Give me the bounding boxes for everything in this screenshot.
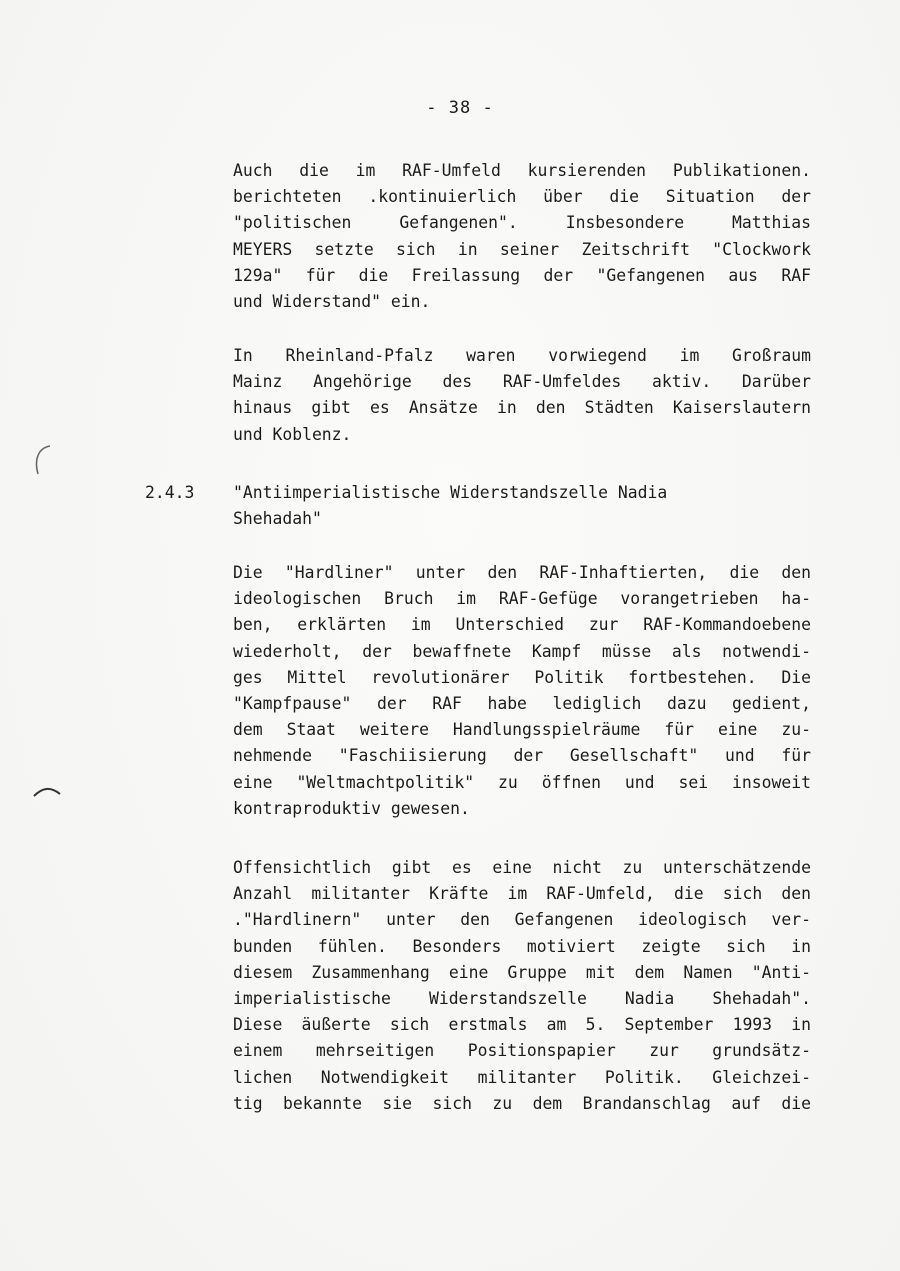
text-line: Die "Hardliner" unter den RAF-Inhaftierten, die den xyxy=(233,563,811,582)
text-line: ideologischen Bruch im RAF-Gefüge vorangetrieben ha- xyxy=(233,589,811,609)
punch-hole-mark-icon xyxy=(30,782,66,806)
text-line: Auch die im RAF-Umfeld kursierenden Publikationen. xyxy=(233,161,811,180)
text-line: und Koblenz. xyxy=(233,424,352,444)
text-line: diesem Zusammenhang eine Gruppe mit dem Namen "Anti- xyxy=(233,962,811,982)
text-line: dem Staat weitere Handlungsspielräume für eine zu- xyxy=(233,720,811,740)
text-line: berichteten .kontinuierlich über die Situation der xyxy=(233,187,811,207)
text-line: und Widerstand" ein. xyxy=(233,292,431,312)
text-line: In Rheinland-Pfalz waren vorwiegend im Großraum xyxy=(233,346,811,365)
text-line: Diese äußerte sich erstmals am 5. September 1993 in xyxy=(233,1015,811,1035)
text-line: 129a" für die Freilassung der "Gefangenen aus RAF xyxy=(233,265,811,285)
paragraph-publications xyxy=(233,158,811,315)
section-number: 2.4.3 xyxy=(145,483,195,502)
text-line: Anzahl militanter Kräfte im RAF-Umfeld, die sich den xyxy=(233,884,811,904)
text-line: imperialistische Widerstandszelle Nadia Shehadah". xyxy=(233,989,811,1009)
punch-hole-mark-icon xyxy=(28,440,58,480)
text-line: lichen Notwendigkeit militanter Politik. Gleichzei- xyxy=(233,1067,811,1087)
paragraph-rheinland-pfalz xyxy=(233,343,811,448)
section-title xyxy=(233,480,667,532)
page-number: - 38 - xyxy=(426,98,494,118)
text-line: bunden fühlen. Besonders motiviert zeigte sich in xyxy=(233,936,811,956)
text-line: Offensichtlich gibt es eine nicht zu unterschätzende xyxy=(233,858,811,877)
text-line: ges Mittel revolutionärer Politik fortbestehen. Die xyxy=(233,667,811,687)
text-line: "Kampfpause" der RAF habe lediglich dazu gedient, xyxy=(233,694,811,714)
text-line: ben, erklärten im Unterschied zur RAF-Kommandoebene xyxy=(233,615,811,635)
text-line: einem mehrseitigen Positionspapier zur grundsätz- xyxy=(233,1041,811,1061)
text-line: ."Hardlinern" unter den Gefangenen ideologisch ver- xyxy=(233,910,811,930)
text-line: Mainz Angehörige des RAF-Umfeldes aktiv. Darüber xyxy=(233,372,811,392)
text-line: wiederholt, der bewaffnete Kampf müsse als notwendi- xyxy=(233,641,811,661)
text-line: tig bekannte sie sich zu dem Brandanschlag auf die xyxy=(233,1093,811,1113)
text-line: nehmende "Faschiisierung der Gesellschaft" und für xyxy=(233,746,811,766)
text-line: kontraproduktiv gewesen. xyxy=(233,798,470,818)
text-line: "politischen Gefangenen". Insbesondere Matthias xyxy=(233,213,811,233)
section-title-line: Shehadah" xyxy=(233,509,322,529)
section-title-line: "Antiimperialistische Widerstandszelle Nadia xyxy=(233,483,668,502)
paragraph-hardliner xyxy=(233,560,811,822)
paragraph-militante-kraefte xyxy=(233,855,811,1117)
text-line: hinaus gibt es Ansätze in den Städten Kaiserslautern xyxy=(233,398,811,418)
text-line: eine "Weltmachtpolitik" zu öffnen und sei insoweit xyxy=(233,772,811,792)
text-line: MEYERS setzte sich in seiner Zeitschrift "Clockwork xyxy=(233,239,811,259)
